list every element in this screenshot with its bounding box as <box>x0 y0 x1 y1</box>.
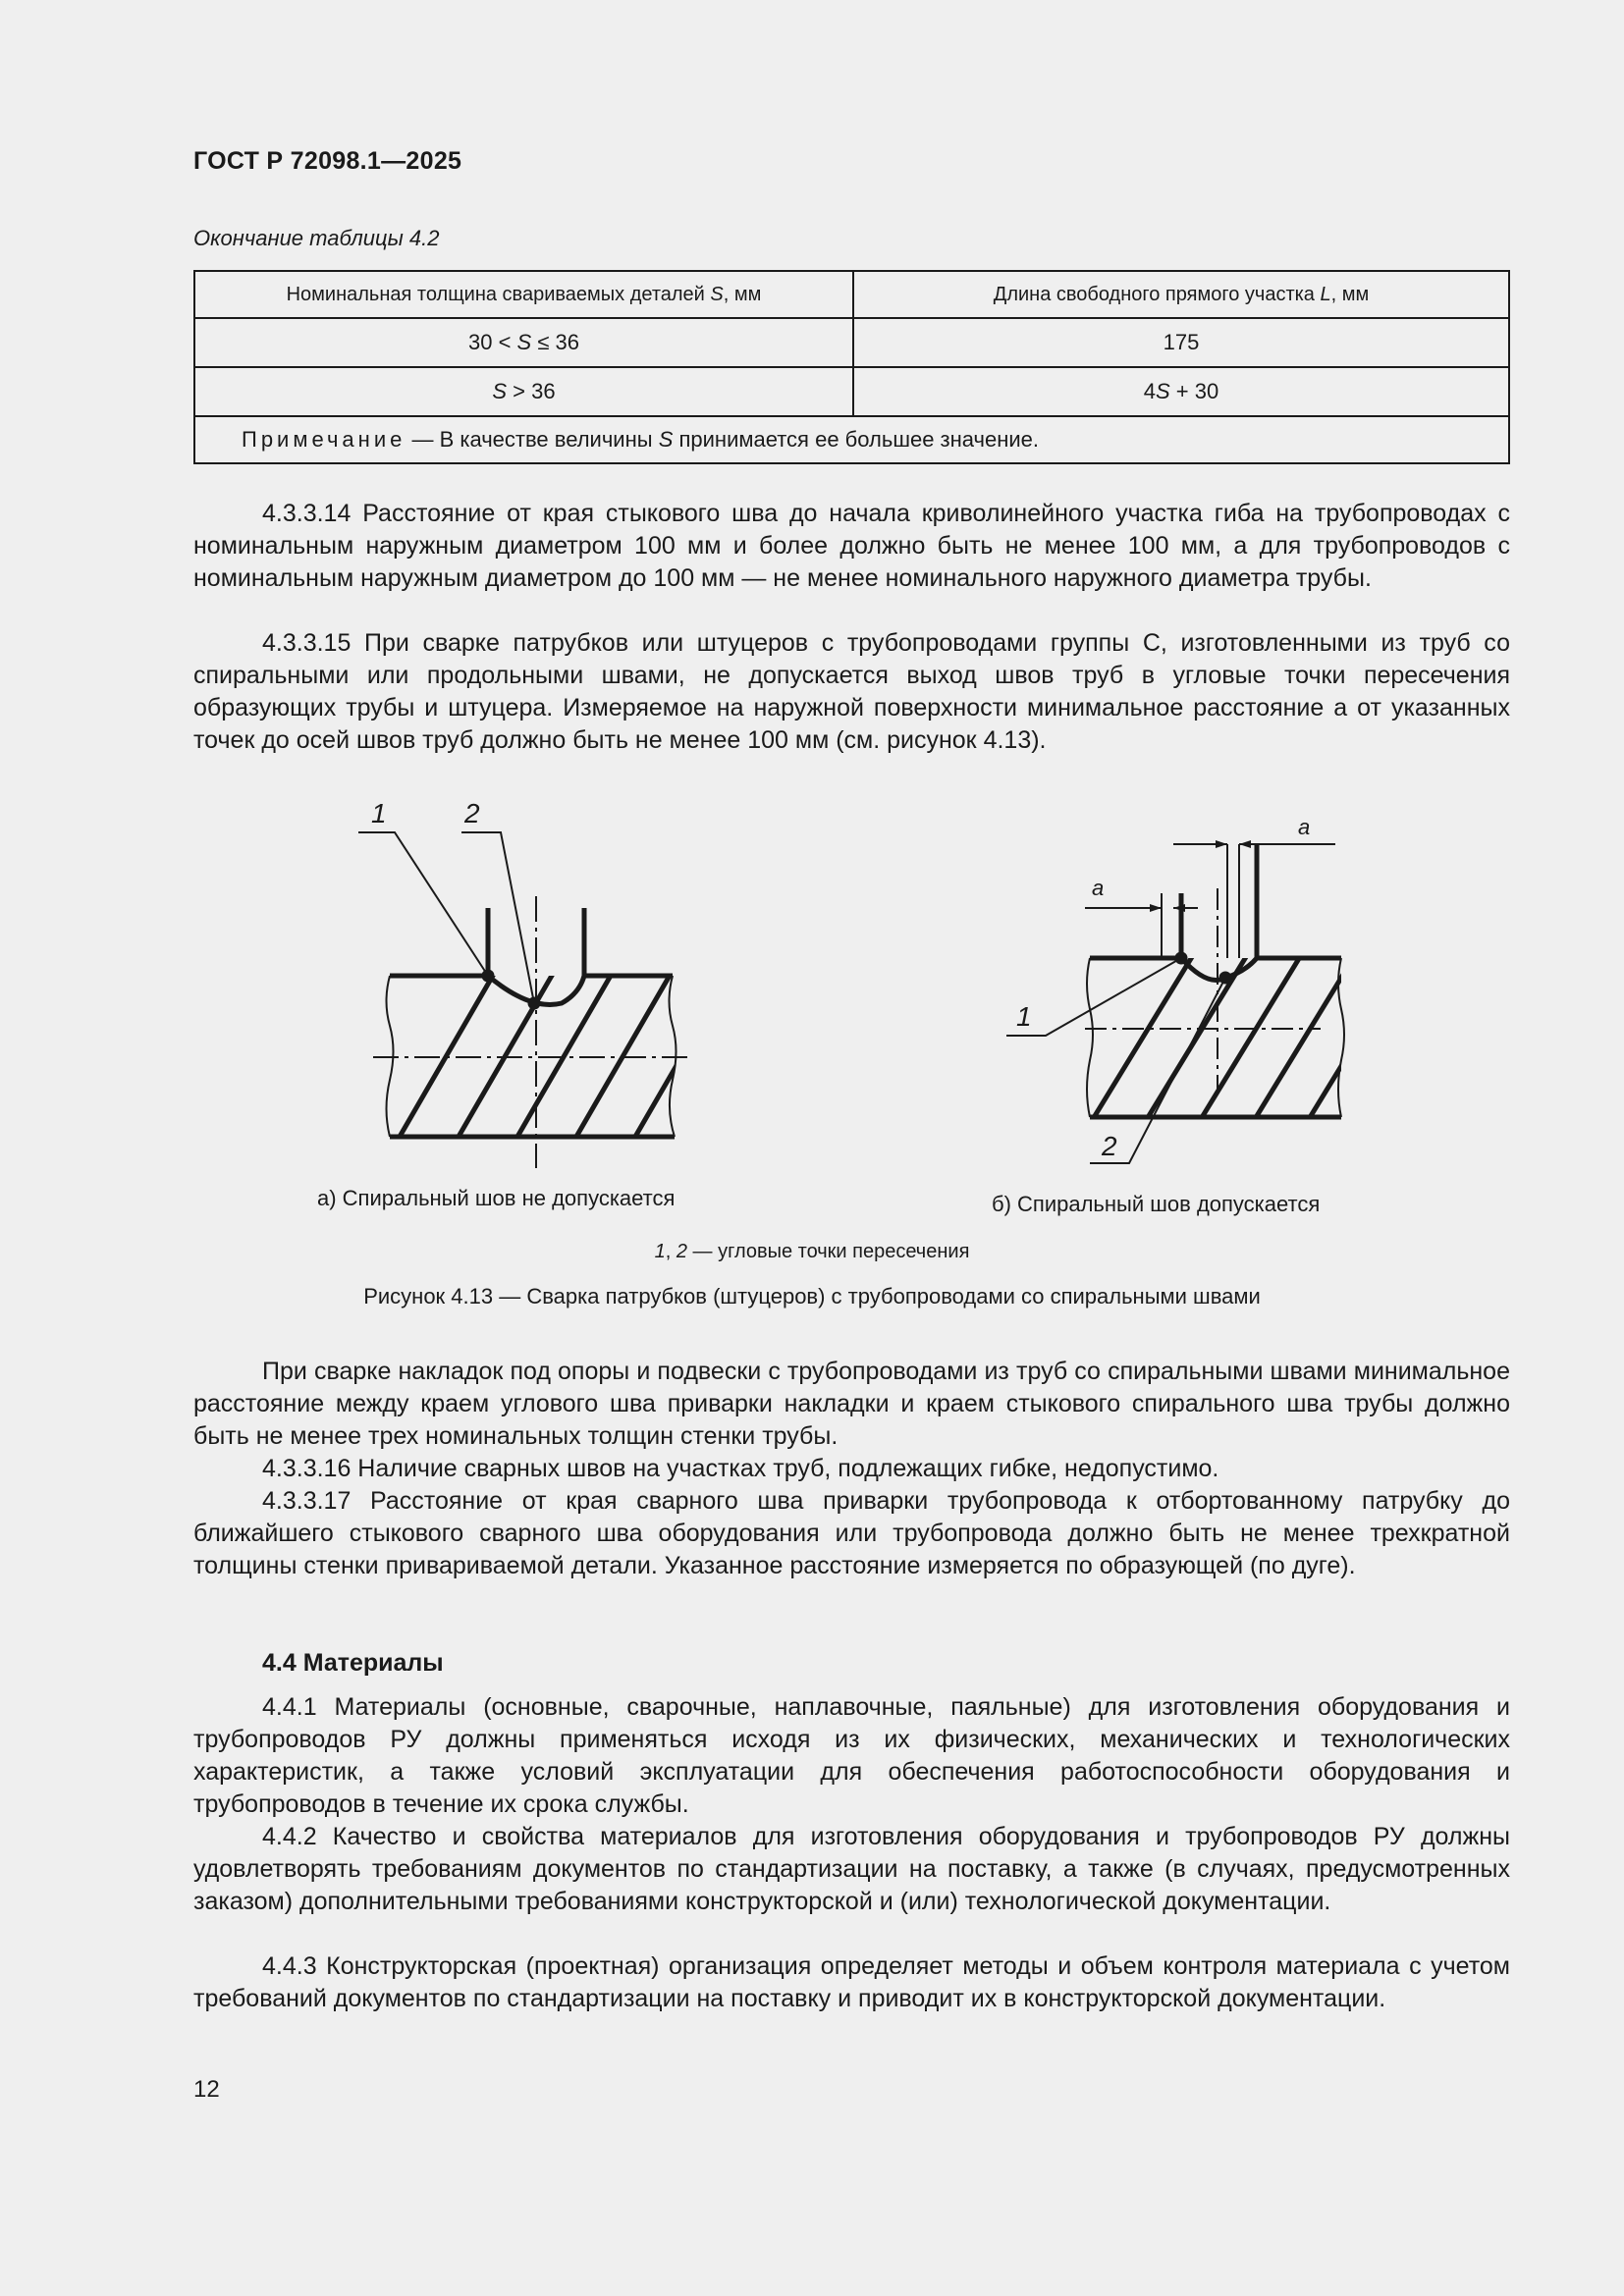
paragraph-4-3-3-15: 4.3.3.15 При сварке патрубков или штуцеров с трубопроводами группы С, изготовленными из труб со спиральными или продольными швами, не допускается выход швов труб в угловые точки пересечения образующих трубы и штуцера. Измеряемое на наружной поверхности минимальное расстояние a от указанных точек до осей швов труб должно быть не менее 100 мм (см. рисунок 4.13). <box>193 629 1510 754</box>
figure-caption-a: а) Спиральный шов не допускается <box>317 1186 676 1210</box>
table-header-cell: Длина свободного прямого участка L, мм <box>853 271 1509 318</box>
paragraph-4-3-3-16: 4.3.3.16 Наличие сварных швов на участках труб, подлежащих гибке, недопустимо. <box>262 1455 1219 1482</box>
table-note: Примечание — В качестве величины S принимается ее большее значение. <box>194 416 1509 463</box>
table-cell: S > 36 <box>194 367 853 416</box>
paragraph-4-3-3-17: 4.3.3.17 Расстояние от края сварного шва приварки трубопровода к отбортованному патрубку до ближайшего стыкового сварного шва оборудования или трубопровода должно быть не менее трехкратной толщины стенки привариваемой детали. Указанное расстояние измеряется по образующей (по дуге). <box>193 1487 1510 1579</box>
table-cell: 175 <box>853 318 1509 367</box>
document-code: ГОСТ Р 72098.1—2025 <box>193 147 462 175</box>
label-2-a: 2 <box>464 798 480 828</box>
section-heading-4-4: 4.4 Материалы <box>262 1649 444 1677</box>
thickness-table <box>193 270 1510 464</box>
table-header-cell: Номинальная толщина свариваемых деталей S, мм <box>194 271 853 318</box>
table-note-row <box>194 416 1509 463</box>
drawing-b <box>1006 840 1414 1163</box>
dimension-a-lower: a <box>1092 876 1105 900</box>
paragraph-nakladki: При сварке накладок под опоры и подвески с трубопроводами из труб со спиральными швами минимальное расстояние между краем углового шва приварки накладки и краем стыкового спирального шва трубы должно быть не менее трех номинальных толщин стенки трубы. <box>193 1358 1510 1450</box>
figure-title: Рисунок 4.13 — Сварка патрубков (штуцеров) с трубопроводами со спиральными швами <box>363 1284 1261 1308</box>
table-row <box>194 367 1509 416</box>
note-label: Примечание <box>242 427 406 452</box>
figure-4-13 <box>0 766 1624 1315</box>
figure-legend: 1, 2 — угловые точки пересечения <box>654 1241 970 1262</box>
page-number: 12 <box>193 2076 220 2103</box>
figure-caption-b: б) Спиральный шов допускается <box>992 1192 1321 1216</box>
table-cell: 30 < S ≤ 36 <box>194 318 853 367</box>
table-row <box>194 318 1509 367</box>
paragraph-4-4-2: 4.4.2 Качество и свойства материалов для изготовления оборудования и трубопроводов РУ должны удовлетворять требованиям документов по стандартизации на поставку, а также (в случаях, предусмотренных заказом) дополнительными требованиями конструкторской и (или) технологической документации. <box>193 1823 1510 1915</box>
dimension-a-upper: a <box>1298 815 1311 839</box>
drawing-a <box>358 832 736 1168</box>
table-header-row <box>194 271 1509 318</box>
label-1-a: 1 <box>371 798 387 828</box>
paragraph-4-4-1: 4.4.1 Материалы (основные, сварочные, наплавочные, паяльные) для изготовления оборудования и трубопроводов РУ должны применяться исходя из их физических, механических и технологических характеристик, а также условий эксплуатации для обеспечения работоспособности оборудования и трубопроводов в течение их срока службы. <box>193 1693 1510 1818</box>
label-2-b: 2 <box>1102 1131 1117 1161</box>
paragraph-4-3-3-14: 4.3.3.14 Расстояние от края стыкового шва до начала криволинейного участка гиба на трубопроводах с номинальным наружным диаметром 100 мм и более должно быть не менее 100 мм, а для трубопроводов с номинальным наружным диаметром до 100 мм — не менее номинального наружного диаметра трубы. <box>193 500 1510 592</box>
label-1-b: 1 <box>1016 1001 1032 1032</box>
table-cell: 4S + 30 <box>853 367 1509 416</box>
paragraph-4-4-3: 4.4.3 Конструкторская (проектная) организация определяет методы и объем контроля материала с учетом требований документов по стандартизации на поставку и приводит их в конструкторской документации. <box>193 1952 1510 2012</box>
table-caption: Окончание таблицы 4.2 <box>193 226 440 250</box>
